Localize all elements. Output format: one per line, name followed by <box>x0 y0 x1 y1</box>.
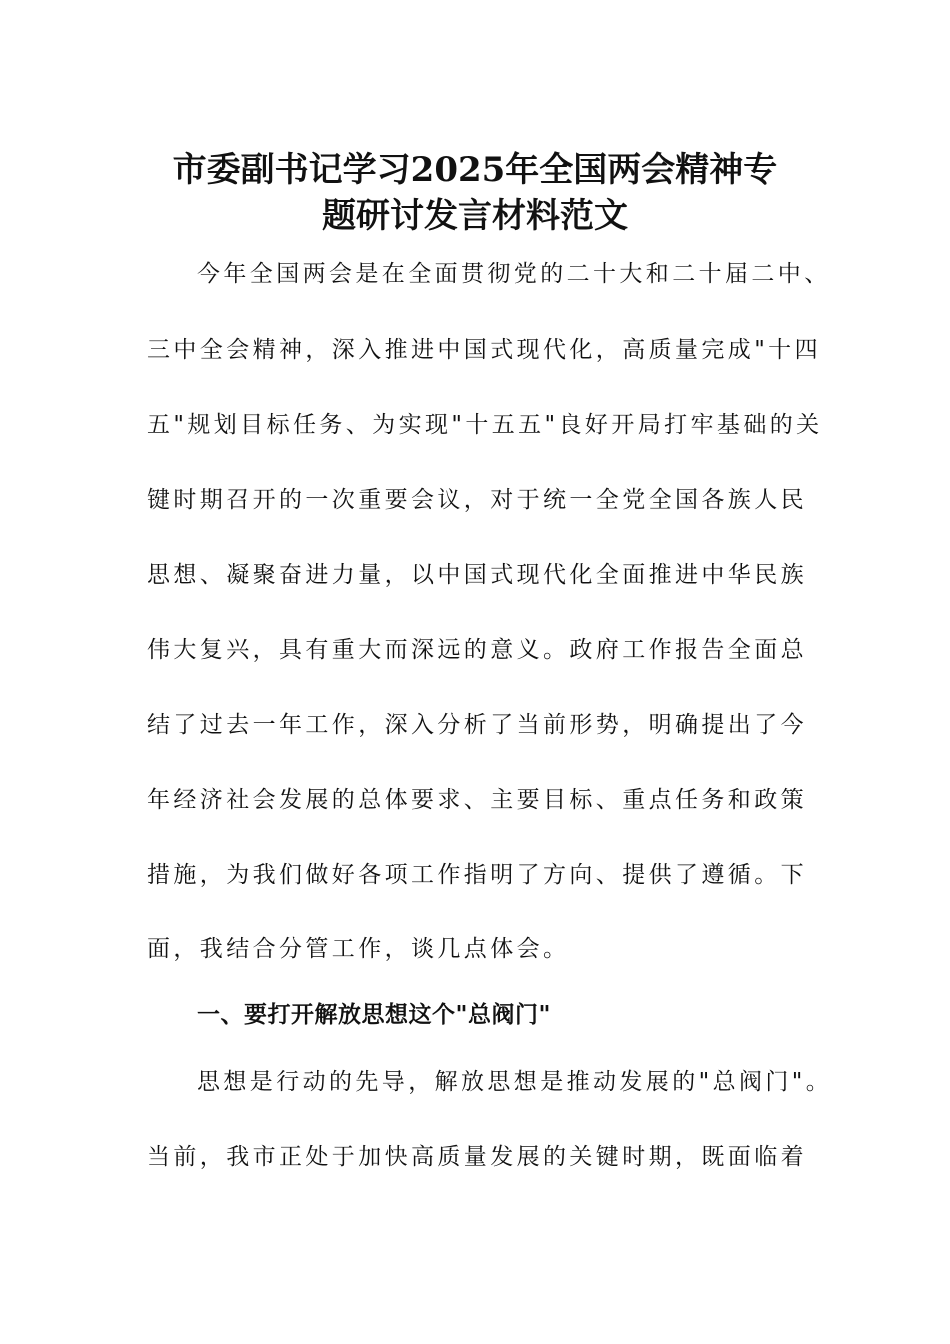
paragraph-line: 面，我结合分管工作，谈几点体会。 <box>147 936 570 962</box>
paragraph-line: 年经济社会发展的总体要求、主要目标、重点任务和政策 <box>147 787 807 813</box>
paragraph-line: 结了过去一年工作，深入分析了当前形势，明确提出了今 <box>147 712 807 738</box>
paragraph-line: 三中全会精神，深入推进中国式现代化，高质量完成"十四 <box>147 337 821 363</box>
document-title-line-2: 题研讨发言材料范文 <box>322 196 628 236</box>
paragraph-line: 伟大复兴，具有重大而深远的意义。政府工作报告全面总 <box>147 637 807 663</box>
paragraph-line: 当前，我市正处于加快高质量发展的关键时期，既面临着 <box>147 1144 807 1170</box>
paragraph-line: 键时期召开的一次重要会议，对于统一全党全国各族人民 <box>147 487 807 513</box>
document-title-line-1: 市委副书记学习2025年全国两会精神专 <box>172 150 778 190</box>
section-heading: 一、要打开解放思想这个"总阀门" <box>197 1002 551 1028</box>
paragraph-line: 思想、凝聚奋进力量，以中国式现代化全面推进中华民族 <box>147 562 807 588</box>
paragraph-line: 措施，为我们做好各项工作指明了方向、提供了遵循。下 <box>147 862 807 888</box>
paragraph-line: 今年全国两会是在全面贯彻党的二十大和二十届二中、 <box>197 261 831 287</box>
paragraph-line: 思想是行动的先导，解放思想是推动发展的"总阀门"。 <box>197 1069 833 1095</box>
paragraph-line: 五"规划目标任务、为实现"十五五"良好开局打牢基础的关 <box>147 412 823 438</box>
